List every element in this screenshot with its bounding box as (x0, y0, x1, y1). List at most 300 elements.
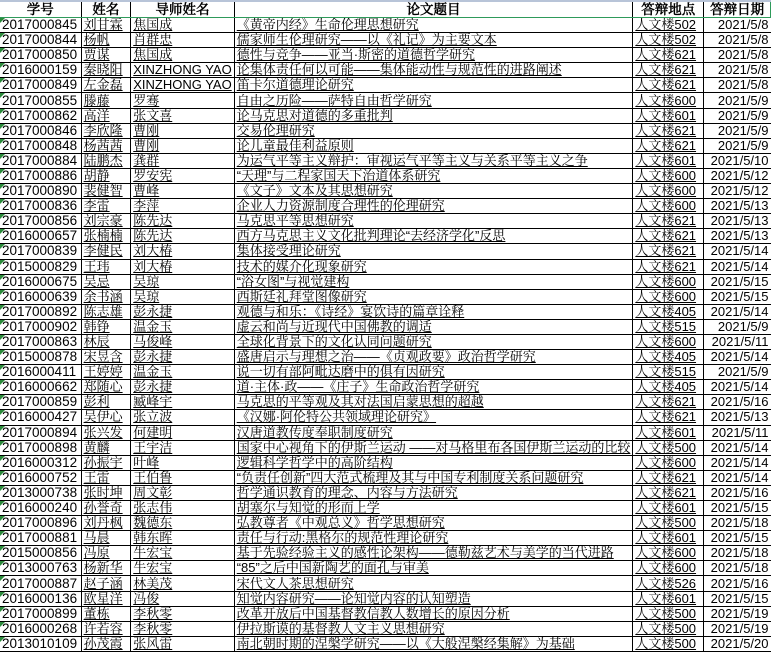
table-body (0, 18, 771, 652)
defense-place-cell[interactable]: 人文楼500 (633, 606, 704, 621)
advisor-cell[interactable]: 吴琼 (131, 274, 234, 289)
thesis-title-cell[interactable]: 集体接受理论研究 (234, 244, 633, 259)
defense-date-cell[interactable]: 2021/5/9 (704, 123, 771, 138)
name-cell[interactable]: 冯原 (81, 546, 131, 561)
defense-date-cell[interactable]: 2021/5/8 (704, 48, 771, 63)
table-row (0, 516, 771, 531)
table-row (0, 546, 771, 561)
advisor-cell[interactable]: 罗安宪 (131, 168, 234, 183)
table-row (0, 18, 771, 33)
name-cell[interactable]: 杨帆 (81, 33, 131, 48)
defense-date-cell[interactable]: 2021/5/14 (704, 455, 771, 470)
defense-date-cell[interactable]: 2021/5/9 (704, 365, 771, 380)
student-id-cell[interactable]: 2016000411 (0, 365, 81, 380)
name-cell[interactable]: 杨新华 (81, 561, 131, 576)
student-id-cell[interactable]: 2017000898 (0, 440, 81, 455)
thesis-title-cell[interactable]: 胡塞尔与知觉的形而上学 (234, 501, 633, 516)
defense-place-cell[interactable]: 人文楼600 (633, 546, 704, 561)
header-title[interactable]: 论文题目 (234, 2, 633, 18)
name-cell[interactable]: 贾谋 (81, 48, 131, 63)
thesis-title-cell[interactable]: “负责任创新”四大范式梳理及其与中国专利制度关系问题研究 (234, 470, 633, 485)
advisor-cell[interactable]: 王伯鲁 (131, 470, 234, 485)
student-id-cell[interactable]: 2013000763 (0, 561, 81, 576)
table-row (0, 606, 771, 621)
defense-place-cell[interactable]: 人文楼500 (633, 516, 704, 531)
thesis-title-cell[interactable]: “天理”与二程家国天下治道体系研究 (234, 168, 633, 183)
thesis-title-cell[interactable]: 全球化背景下的文化认同问题研究 (234, 334, 633, 349)
defense-date-cell[interactable]: 2021/5/18 (704, 561, 771, 576)
advisor-cell[interactable]: 刘大椿 (131, 259, 234, 274)
advisor-cell[interactable]: 龚群 (131, 153, 234, 168)
advisor-cell[interactable]: 吴琼 (131, 289, 234, 304)
advisor-cell[interactable]: 张立波 (131, 410, 234, 425)
advisor-cell[interactable]: XINZHONG YAO (131, 78, 234, 93)
defense-place-cell[interactable]: 人文楼502 (633, 18, 704, 33)
defense-date-cell[interactable]: 2021/5/18 (704, 516, 771, 531)
advisor-cell[interactable]: 牛宏宝 (131, 546, 234, 561)
defense-place-cell[interactable]: 人文楼515 (633, 365, 704, 380)
defense-date-cell[interactable]: 2021/5/14 (704, 380, 771, 395)
defense-date-cell[interactable]: 2021/5/13 (704, 199, 771, 214)
table-row (0, 485, 771, 500)
header-student-id[interactable]: 学号 (0, 2, 81, 18)
advisor-cell[interactable]: 魏德东 (131, 516, 234, 531)
thesis-title-cell[interactable]: 观德与和乐：《诗经》宴饮诗的篇章诠释 (234, 304, 633, 319)
advisor-cell[interactable]: 彭永捷 (131, 380, 234, 395)
name-cell[interactable]: 孙誉奇 (81, 501, 131, 516)
defense-place-cell[interactable]: 人文楼600 (633, 168, 704, 183)
name-cell[interactable]: 李健民 (81, 244, 131, 259)
table-row (0, 470, 771, 485)
defense-date-cell[interactable]: 2021/5/9 (704, 93, 771, 108)
defense-date-cell[interactable]: 2021/5/15 (704, 591, 771, 606)
name-cell[interactable]: 韩铮 (81, 319, 131, 334)
defense-place-cell[interactable]: 人文楼621 (633, 78, 704, 93)
table-row (0, 244, 771, 259)
student-id-cell[interactable]: 2017000863 (0, 334, 81, 349)
advisor-cell[interactable]: 李秋零 (131, 621, 234, 636)
advisor-cell[interactable]: 罗骞 (131, 93, 234, 108)
defense-place-cell[interactable]: 人文楼600 (633, 561, 704, 576)
student-id-cell[interactable]: 2017000836 (0, 199, 81, 214)
defense-date-cell[interactable]: 2021/5/19 (704, 606, 771, 621)
thesis-title-cell[interactable]: 马克思平等思想研究 (234, 214, 633, 229)
table-row (0, 304, 771, 319)
advisor-cell[interactable]: 何建明 (131, 425, 234, 440)
thesis-title-cell[interactable]: 基于先验经验主义的感性论架构——德勒兹艺术与美学的当代进路 (234, 546, 633, 561)
student-id-cell[interactable]: 2016000159 (0, 63, 81, 78)
advisor-cell[interactable]: 焦国成 (131, 18, 234, 33)
defense-place-cell[interactable]: 人文楼500 (633, 440, 704, 455)
table-row (0, 199, 771, 214)
thesis-title-cell[interactable]: 知觉内容研究——论知觉内容的认知塑造 (234, 591, 633, 606)
name-cell[interactable]: 宋昱含 (81, 350, 131, 365)
name-cell[interactable]: 滕藤 (81, 93, 131, 108)
defense-place-cell[interactable]: 人文楼600 (633, 334, 704, 349)
thesis-title-cell[interactable]: 南北朝时期的涅槃学研究——以《大般涅槃经集解》为基础 (234, 636, 633, 651)
defense-date-cell[interactable]: 2021/5/16 (704, 576, 771, 591)
advisor-cell[interactable]: 焦国成 (131, 48, 234, 63)
defense-date-cell[interactable]: 2021/5/8 (704, 18, 771, 33)
defense-date-cell[interactable]: 2021/5/9 (704, 138, 771, 153)
name-cell[interactable]: 黄麟 (81, 440, 131, 455)
name-cell[interactable]: 许若容 (81, 621, 131, 636)
thesis-title-cell[interactable]: 儒家师生伦理研究——以《礼记》为主要文本 (234, 33, 633, 48)
student-id-cell[interactable]: 2017000850 (0, 48, 81, 63)
table-row (0, 153, 771, 168)
table-row (0, 319, 771, 334)
defense-date-cell[interactable]: 2021/5/8 (704, 78, 771, 93)
student-id-cell[interactable]: 2017000846 (0, 123, 81, 138)
defense-date-cell[interactable]: 2021/5/14 (704, 440, 771, 455)
defense-date-cell[interactable]: 2021/5/14 (704, 244, 771, 259)
thesis-title-cell[interactable]: 伊拉斯谟的基督教人文主义思想研究 (234, 621, 633, 636)
defense-place-cell[interactable]: 人文楼515 (633, 319, 704, 334)
defense-date-cell[interactable]: 2021/5/15 (704, 274, 771, 289)
name-cell[interactable]: 孙振宇 (81, 455, 131, 470)
name-cell[interactable]: 李雷 (81, 199, 131, 214)
student-id-cell[interactable]: 2015000856 (0, 546, 81, 561)
student-id-cell[interactable]: 2016000662 (0, 380, 81, 395)
student-id-cell[interactable]: 2016000752 (0, 470, 81, 485)
defense-date-cell[interactable]: 2021/5/10 (704, 153, 771, 168)
defense-date-cell[interactable]: 2021/5/16 (704, 395, 771, 410)
thesis-title-cell[interactable]: 《文子》文本及其思想研究 (234, 184, 633, 199)
defense-date-cell[interactable]: 2021/5/13 (704, 214, 771, 229)
table-row (0, 561, 771, 576)
student-id-cell[interactable]: 2017000855 (0, 93, 81, 108)
student-id-cell[interactable]: 2015000878 (0, 350, 81, 365)
advisor-cell[interactable]: 周文彰 (131, 485, 234, 500)
thesis-title-cell[interactable]: 论集体责任何以可能——集体能动性与规范性的进路阐述 (234, 63, 633, 78)
name-cell[interactable]: 孙茂霞 (81, 636, 131, 651)
header-row (0, 2, 771, 18)
name-cell[interactable]: 郑随心 (81, 380, 131, 395)
defense-place-cell[interactable]: 人文楼601 (633, 425, 704, 440)
advisor-cell[interactable]: 林美茂 (131, 576, 234, 591)
thesis-title-cell[interactable]: 交易伦理研究 (234, 123, 633, 138)
thesis-title-cell[interactable]: 汉唐道教传度奉职制度研究 (234, 425, 633, 440)
defense-place-cell[interactable]: 人文楼621 (633, 470, 704, 485)
defense-date-cell[interactable]: 2021/5/15 (704, 531, 771, 546)
table-row (0, 48, 771, 63)
name-cell[interactable]: 赵子涵 (81, 576, 131, 591)
name-cell[interactable]: 张楠楠 (81, 229, 131, 244)
defense-place-cell[interactable]: 人文楼600 (633, 184, 704, 199)
defense-place-cell[interactable]: 人文楼601 (633, 591, 704, 606)
name-cell[interactable]: 董栋 (81, 606, 131, 621)
thesis-title-cell[interactable]: 改革开放后中国基督教信教人数增长的原因分析 (234, 606, 633, 621)
student-id-cell[interactable]: 2016000427 (0, 410, 81, 425)
advisor-cell[interactable]: 臧峰宇 (131, 395, 234, 410)
thesis-title-cell[interactable]: 宋代文人茶思想研究 (234, 576, 633, 591)
student-id-cell[interactable]: 2017000896 (0, 516, 81, 531)
name-cell[interactable]: 陆鹏杰 (81, 153, 131, 168)
student-id-cell[interactable]: 2016000657 (0, 229, 81, 244)
defense-date-cell[interactable]: 2021/5/8 (704, 63, 771, 78)
defense-date-cell[interactable]: 2021/5/14 (704, 304, 771, 319)
thesis-title-cell[interactable]: 说一切有部阿毗达磨中的俱有因研究 (234, 365, 633, 380)
defense-date-cell[interactable]: 2021/5/20 (704, 636, 771, 651)
name-cell[interactable]: 裴健智 (81, 184, 131, 199)
header-name[interactable]: 姓名 (81, 2, 131, 18)
table-row (0, 108, 771, 123)
name-cell[interactable]: 左金磊 (81, 78, 131, 93)
defense-date-cell[interactable]: 2021/5/14 (704, 259, 771, 274)
header-date[interactable]: 答辩日期 (704, 2, 771, 18)
name-cell[interactable]: 刘丹枫 (81, 516, 131, 531)
name-cell[interactable]: 张时坤 (81, 485, 131, 500)
advisor-cell[interactable]: 韩东晖 (131, 531, 234, 546)
table-row (0, 501, 771, 516)
table-row (0, 455, 771, 470)
advisor-cell[interactable]: 牛宏宝 (131, 561, 234, 576)
advisor-cell[interactable]: 张风雷 (131, 636, 234, 651)
defense-place-cell[interactable]: 人文楼405 (633, 304, 704, 319)
defense-date-cell[interactable]: 2021/5/9 (704, 108, 771, 123)
defense-place-cell[interactable]: 人文楼601 (633, 108, 704, 123)
student-id-cell[interactable]: 2017000845 (0, 18, 81, 33)
defense-place-cell[interactable]: 人文楼621 (633, 259, 704, 274)
defense-place-cell[interactable]: 人文楼621 (633, 123, 704, 138)
defense-place-cell[interactable]: 人文楼600 (633, 199, 704, 214)
defense-place-cell[interactable]: 人文楼405 (633, 350, 704, 365)
thesis-title-cell[interactable]: 《汉娜·阿伦特公共领域理论研究》 (234, 410, 633, 425)
advisor-cell[interactable]: 温金玉 (131, 365, 234, 380)
thesis-title-cell[interactable]: 笛卡尔道德理论研究 (234, 78, 633, 93)
name-cell[interactable]: 吴忌 (81, 274, 131, 289)
defense-place-cell[interactable]: 人文楼405 (633, 380, 704, 395)
student-id-cell[interactable]: 2017000839 (0, 244, 81, 259)
name-cell[interactable]: 王雷 (81, 470, 131, 485)
thesis-title-cell[interactable]: 论儿童最佳利益原则 (234, 138, 633, 153)
table-row (0, 63, 771, 78)
table-row (0, 636, 771, 651)
thesis-title-cell[interactable]: 《黄帝内经》生命伦理思想研究 (234, 18, 633, 33)
table-row (0, 591, 771, 606)
thesis-title-cell[interactable]: 德性与竞争——亚当·斯密的道德哲学研究 (234, 48, 633, 63)
table-row (0, 425, 771, 440)
defense-place-cell[interactable]: 人文楼621 (633, 138, 704, 153)
student-id-cell[interactable]: 2017000881 (0, 531, 81, 546)
advisor-cell[interactable]: 王宇洁 (131, 440, 234, 455)
defense-place-cell[interactable]: 人文楼500 (633, 621, 704, 636)
thesis-title-cell[interactable]: 道·主体·政——《庄子》生命政治哲学研究 (234, 380, 633, 395)
defense-date-cell[interactable]: 2021/5/11 (704, 334, 771, 349)
student-id-cell[interactable]: 2017000859 (0, 395, 81, 410)
spreadsheet-table (0, 2, 771, 652)
name-cell[interactable]: 陈志雄 (81, 304, 131, 319)
advisor-cell[interactable]: XINZHONG YAO (131, 63, 234, 78)
thesis-title-cell[interactable]: 企业人力资源制度合理性的伦理研究 (234, 199, 633, 214)
thesis-title-cell[interactable]: 虚云和尚与近现代中国佛教的调适 (234, 319, 633, 334)
table-row (0, 78, 771, 93)
name-cell[interactable]: 王婷婷 (81, 365, 131, 380)
student-id-cell[interactable]: 2017000899 (0, 606, 81, 621)
advisor-cell[interactable]: 曹峰 (131, 184, 234, 199)
defense-date-cell[interactable]: 2021/5/11 (704, 425, 771, 440)
table-row (0, 289, 771, 304)
student-id-cell[interactable]: 2017000856 (0, 214, 81, 229)
name-cell[interactable]: 刘宗豪 (81, 214, 131, 229)
defense-date-cell[interactable]: 2021/5/13 (704, 410, 771, 425)
thesis-title-cell[interactable]: 马克思的平等观及其对法国启蒙思想的超越 (234, 395, 633, 410)
name-cell[interactable]: 林辰 (81, 334, 131, 349)
defense-place-cell[interactable]: 人文楼621 (633, 229, 704, 244)
table-row (0, 621, 771, 636)
defense-place-cell[interactable]: 人文楼621 (633, 214, 704, 229)
advisor-cell[interactable]: 张志伟 (131, 501, 234, 516)
defense-date-cell[interactable]: 2021/5/14 (704, 350, 771, 365)
table-row (0, 410, 771, 425)
advisor-cell[interactable]: 叶峰 (131, 455, 234, 470)
advisor-cell[interactable]: 肖群忠 (131, 33, 234, 48)
table-row (0, 259, 771, 274)
student-id-cell[interactable]: 2016000312 (0, 455, 81, 470)
defense-place-cell[interactable]: 人文楼621 (633, 244, 704, 259)
student-id-cell[interactable]: 2017000902 (0, 319, 81, 334)
name-cell[interactable]: 刘甘霖 (81, 18, 131, 33)
name-cell[interactable]: 余书涵 (81, 289, 131, 304)
advisor-cell[interactable]: 陈先达 (131, 229, 234, 244)
name-cell[interactable]: 胡静 (81, 168, 131, 183)
thesis-title-cell[interactable]: 国家中心视角下的伊斯兰运动 ——对马格里布各国伊斯兰运动的比较 (234, 440, 633, 455)
student-id-cell[interactable]: 2016000639 (0, 289, 81, 304)
defense-date-cell[interactable]: 2021/5/18 (704, 546, 771, 561)
thesis-title-cell[interactable]: 责任与行动:黑格尔的规范性理论研究 (234, 531, 633, 546)
defense-place-cell[interactable]: 人文楼601 (633, 501, 704, 516)
table-row (0, 93, 771, 108)
student-id-cell[interactable]: 2017000890 (0, 184, 81, 199)
student-id-cell[interactable]: 2015000829 (0, 259, 81, 274)
defense-place-cell[interactable]: 人文楼621 (633, 63, 704, 78)
student-id-cell[interactable]: 2016000136 (0, 591, 81, 606)
thesis-title-cell[interactable]: 西斯廷礼拜堂图像研究 (234, 289, 633, 304)
table-row (0, 229, 771, 244)
student-id-cell[interactable]: 2017000844 (0, 33, 81, 48)
table-row (0, 395, 771, 410)
defense-place-cell[interactable]: 人文楼601 (633, 531, 704, 546)
defense-place-cell[interactable]: 人文楼600 (633, 289, 704, 304)
table-row (0, 531, 771, 546)
table-row (0, 365, 771, 380)
thesis-title-cell[interactable]: 技术的媒介化现象研究 (234, 259, 633, 274)
thesis-title-cell[interactable]: 逻辑科学哲学中的高阶结构 (234, 455, 633, 470)
header-advisor[interactable]: 导师姓名 (131, 2, 234, 18)
thesis-title-cell[interactable]: 自由之历险——萨特自由哲学研究 (234, 93, 633, 108)
advisor-cell[interactable]: 冯俊 (131, 591, 234, 606)
name-cell[interactable]: 欧星洋 (81, 591, 131, 606)
student-id-cell[interactable]: 2013010109 (0, 636, 81, 651)
advisor-cell[interactable]: 陈先达 (131, 214, 234, 229)
table-row (0, 33, 771, 48)
table-row (0, 440, 771, 455)
table-row (0, 214, 771, 229)
header-place[interactable]: 答辩地点 (633, 2, 704, 18)
defense-place-cell[interactable]: 人文楼621 (633, 485, 704, 500)
student-id-cell[interactable]: 2017000887 (0, 576, 81, 591)
thesis-title-cell[interactable]: 哲学通识教育的理念、内容与方法研究 (234, 485, 633, 500)
student-id-cell[interactable]: 2013000738 (0, 485, 81, 500)
thesis-title-cell[interactable]: 西方马克思主义文化批判理论“去经济学化”反思 (234, 229, 633, 244)
table-row (0, 184, 771, 199)
defense-place-cell[interactable]: 人文楼600 (633, 274, 704, 289)
student-id-cell[interactable]: 2017000892 (0, 304, 81, 319)
defense-place-cell[interactable]: 人文楼526 (633, 576, 704, 591)
advisor-cell[interactable]: 李秋零 (131, 606, 234, 621)
advisor-cell[interactable]: 温金玉 (131, 319, 234, 334)
name-cell[interactable]: 杨茜茜 (81, 138, 131, 153)
defense-place-cell[interactable]: 人文楼500 (633, 636, 704, 651)
defense-date-cell[interactable]: 2021/5/15 (704, 289, 771, 304)
name-cell[interactable]: 高洋 (81, 108, 131, 123)
advisor-cell[interactable]: 张文喜 (131, 108, 234, 123)
thesis-title-cell[interactable]: 为运气平等主义辩护：审视运气平等主义与关系平等主义之争 (234, 153, 633, 168)
student-id-cell[interactable]: 2017000884 (0, 153, 81, 168)
advisor-cell[interactable]: 曹刚 (131, 123, 234, 138)
student-id-cell[interactable]: 2017000848 (0, 138, 81, 153)
student-id-cell[interactable]: 2016000675 (0, 274, 81, 289)
student-id-cell[interactable]: 2017000849 (0, 78, 81, 93)
table-row (0, 274, 771, 289)
name-cell[interactable]: 王玮 (81, 259, 131, 274)
student-id-cell[interactable]: 2017000894 (0, 425, 81, 440)
defense-place-cell[interactable]: 人文楼502 (633, 33, 704, 48)
thesis-title-cell[interactable]: 弘教尊者《中观总义》哲学思想研究 (234, 516, 633, 531)
table-row (0, 334, 771, 349)
defense-place-cell[interactable]: 人文楼601 (633, 153, 704, 168)
defense-place-cell[interactable]: 人文楼621 (633, 410, 704, 425)
thesis-title-cell[interactable]: “85”之后中国新陶艺的面孔与审美 (234, 561, 633, 576)
student-id-cell[interactable]: 2017000886 (0, 168, 81, 183)
defense-date-cell[interactable]: 2021/5/19 (704, 621, 771, 636)
advisor-cell[interactable]: 彭永捷 (131, 350, 234, 365)
thesis-title-cell[interactable]: “浴女图”与视觉建构 (234, 274, 633, 289)
advisor-cell[interactable]: 曹刚 (131, 138, 234, 153)
advisor-cell[interactable]: 马俊峰 (131, 334, 234, 349)
defense-place-cell[interactable]: 人文楼600 (633, 455, 704, 470)
advisor-cell[interactable]: 李萍 (131, 199, 234, 214)
defense-date-cell[interactable]: 2021/5/9 (704, 319, 771, 334)
name-cell[interactable]: 秦晓阳 (81, 63, 131, 78)
name-cell[interactable]: 彭利 (81, 395, 131, 410)
thesis-title-cell[interactable]: 论马克思对道德的多重批判 (234, 108, 633, 123)
name-cell[interactable]: 张兴发 (81, 425, 131, 440)
name-cell[interactable]: 吴伊心 (81, 410, 131, 425)
defense-place-cell[interactable]: 人文楼600 (633, 93, 704, 108)
advisor-cell[interactable]: 彭永捷 (131, 304, 234, 319)
defense-date-cell[interactable]: 2021/5/8 (704, 33, 771, 48)
defense-place-cell[interactable]: 人文楼621 (633, 395, 704, 410)
thesis-title-cell[interactable]: 盛唐启示与理想之治——《贞观政要》政治哲学研究 (234, 350, 633, 365)
student-id-cell[interactable]: 2016000268 (0, 621, 81, 636)
advisor-cell[interactable]: 刘大椿 (131, 244, 234, 259)
name-cell[interactable]: 李欣隆 (81, 123, 131, 138)
student-id-cell[interactable]: 2016000240 (0, 501, 81, 516)
table-row (0, 380, 771, 395)
defense-date-cell[interactable]: 2021/5/16 (704, 485, 771, 500)
student-id-cell[interactable]: 2017000862 (0, 108, 81, 123)
defense-place-cell[interactable]: 人文楼621 (633, 48, 704, 63)
table-row (0, 123, 771, 138)
defense-date-cell[interactable]: 2021/5/14 (704, 470, 771, 485)
defense-date-cell[interactable]: 2021/5/15 (704, 501, 771, 516)
defense-date-cell[interactable]: 2021/5/13 (704, 229, 771, 244)
defense-date-cell[interactable]: 2021/5/12 (704, 168, 771, 183)
name-cell[interactable]: 马晨 (81, 531, 131, 546)
defense-date-cell[interactable]: 2021/5/12 (704, 184, 771, 199)
table-row (0, 576, 771, 591)
